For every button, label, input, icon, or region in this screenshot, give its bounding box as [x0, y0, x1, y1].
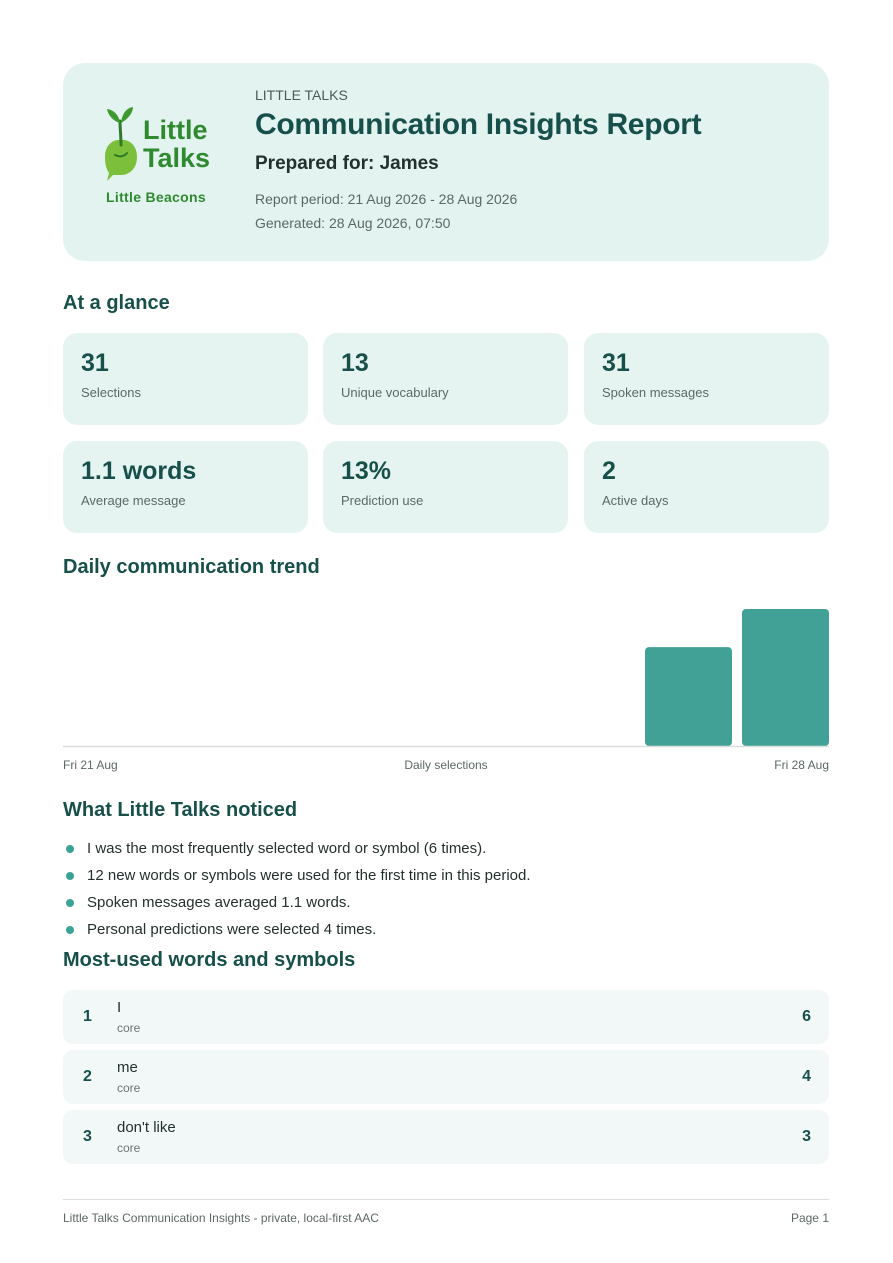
- report-period: Report period: 21 Aug 2026 - 28 Aug 2026: [255, 191, 518, 207]
- footer-text: Little Talks Communication Insights - private, local-first AAC: [63, 1211, 379, 1225]
- word-category: core: [117, 1021, 141, 1035]
- notice-text: Personal predictions were selected 4 times.: [87, 921, 377, 938]
- word-rank: 3: [83, 1128, 92, 1145]
- list-item: [63, 865, 829, 892]
- stat-label: Prediction use: [341, 493, 424, 508]
- stat-card-spoken-messages: [584, 333, 829, 425]
- noticed-heading: What Little Talks noticed: [63, 799, 298, 821]
- x-tick-last: Fri 28 Aug: [774, 758, 829, 772]
- bullet-dot-icon: [66, 845, 74, 853]
- stat-label: Selections: [81, 385, 141, 400]
- notice-text: Spoken messages averaged 1.1 words.: [87, 894, 351, 911]
- list-item: [63, 838, 829, 865]
- x-tick-first: Fri 21 Aug: [63, 758, 118, 772]
- table-row: [63, 1110, 829, 1164]
- trend-chart-svg: [63, 600, 829, 750]
- page-title: Communication Insights Report: [255, 108, 702, 141]
- word-text: don't like: [117, 1119, 176, 1136]
- generated-timestamp: Generated: 28 Aug 2026, 07:50: [255, 215, 451, 231]
- word-text: me: [117, 1059, 138, 1076]
- bar-fri-28-aug: [742, 609, 829, 746]
- report-header: [63, 63, 829, 261]
- word-category: core: [117, 1141, 141, 1155]
- word-rank: 1: [83, 1008, 92, 1025]
- stat-value: 31: [602, 349, 630, 377]
- table-row: [63, 990, 829, 1044]
- prepared-for: Prepared for: James: [255, 153, 439, 174]
- stat-label: Average message: [81, 493, 186, 508]
- noticed-list: [63, 838, 829, 946]
- stat-value: 2: [602, 457, 616, 485]
- notice-text: 12 new words or symbols were used for the first time in this period.: [87, 867, 531, 884]
- list-item: [63, 892, 829, 919]
- stat-value: 13: [341, 349, 369, 377]
- stat-card-prediction-use: [323, 441, 568, 533]
- word-count: 3: [802, 1128, 811, 1145]
- page-number: Page 1: [790, 1211, 829, 1225]
- stat-card-unique-vocabulary: [323, 333, 568, 425]
- word-category: core: [117, 1081, 141, 1095]
- table-row: [63, 1050, 829, 1104]
- word-count: 6: [802, 1008, 811, 1025]
- logo-text-line1: Little: [143, 115, 208, 145]
- daily-trend-chart: [63, 600, 829, 775]
- footer-divider: [63, 1199, 829, 1200]
- most-used-heading: Most-used words and symbols: [63, 949, 356, 971]
- word-count: 4: [802, 1068, 811, 1085]
- stat-card-selections: [63, 333, 308, 425]
- bullet-dot-icon: [66, 872, 74, 880]
- stat-value: 13%: [341, 457, 392, 485]
- stat-card-average-message: [63, 441, 308, 533]
- logo-sprout-icon: [120, 121, 121, 145]
- bar-thu-27-aug: [645, 647, 732, 746]
- word-text: I: [117, 999, 122, 1016]
- bullet-dot-icon: [66, 899, 74, 907]
- word-rank: 2: [83, 1068, 92, 1085]
- x-axis-label: Daily selections: [404, 758, 488, 772]
- stat-value: 1.1 words: [81, 457, 197, 485]
- stat-label: Spoken messages: [602, 385, 709, 400]
- stat-label: Unique vocabulary: [341, 385, 449, 400]
- stat-label: Active days: [602, 493, 669, 508]
- logo-text-line2: Talks: [143, 143, 211, 173]
- bullet-dot-icon: [66, 926, 74, 934]
- list-item: [63, 919, 829, 946]
- daily-trend-heading: Daily communication trend: [63, 556, 320, 578]
- notice-text: I was the most frequently selected word or symbol (6 times).: [87, 840, 487, 857]
- brand-label: LITTLE TALKS: [255, 87, 348, 103]
- stat-value: 31: [81, 349, 109, 377]
- at-a-glance-heading: At a glance: [63, 292, 170, 314]
- logo-caption: Little Beacons: [106, 189, 206, 205]
- stat-card-active-days: [584, 441, 829, 533]
